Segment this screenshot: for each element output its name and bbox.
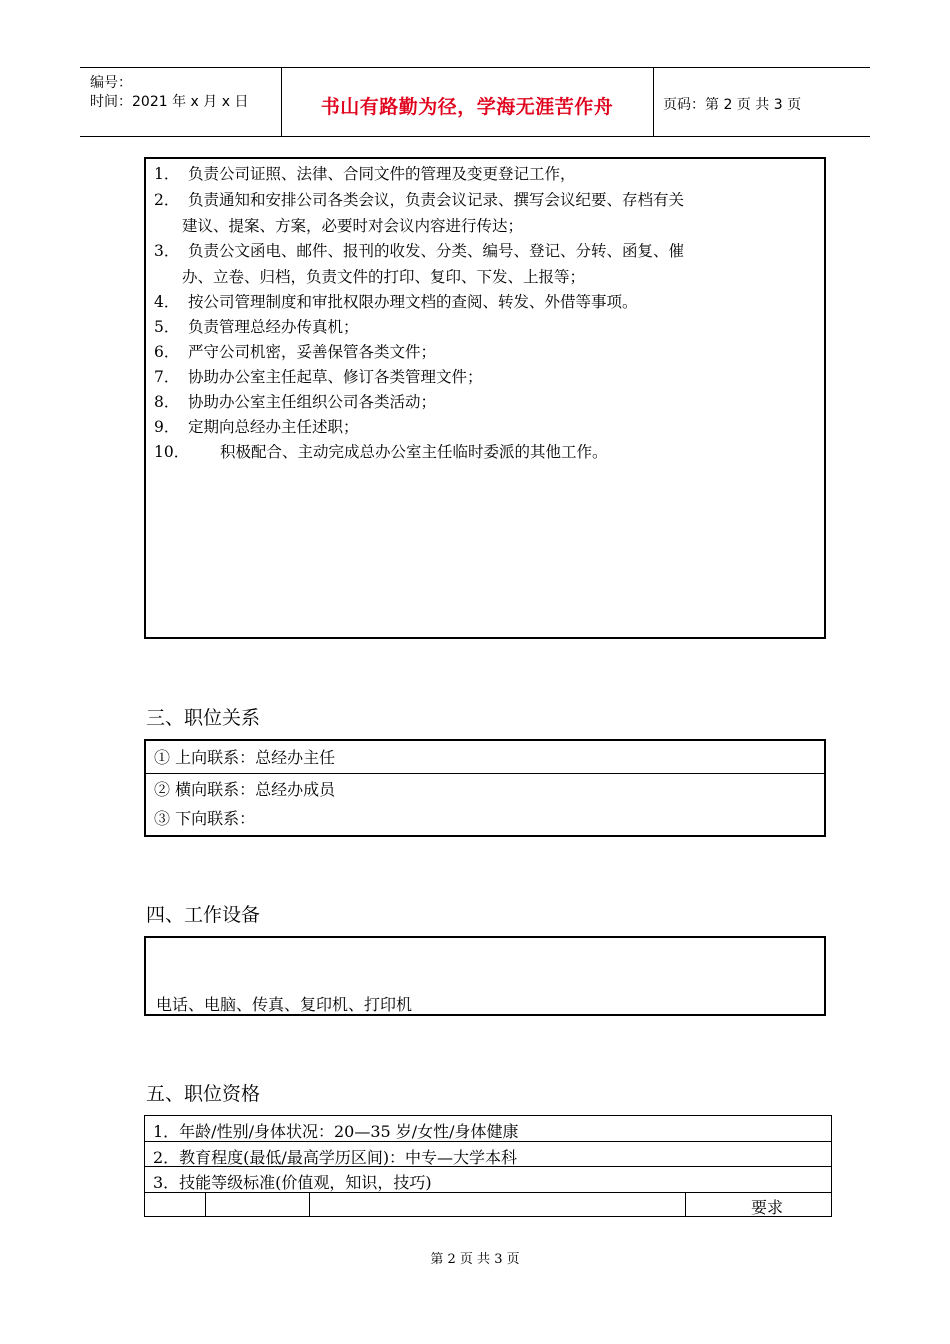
relation-row: ② 横向联系：总经办成员 xyxy=(154,780,336,799)
qualification-row xyxy=(144,1141,832,1167)
section-title-equipment: 四、工作设备 xyxy=(146,904,261,926)
header-page-cell xyxy=(654,68,870,136)
qualifications-table xyxy=(144,1115,832,1217)
equipment-box xyxy=(144,936,826,1016)
requirement-header: 要求 xyxy=(750,1198,783,1217)
qualification-text: 3．技能等级标准(价值观，知识，技巧) xyxy=(153,1173,432,1192)
equipment-text: 电话、电脑、传真、复印机、打印机 xyxy=(156,995,413,1014)
page-number-label: 页码：第 2 页 共 3 页 xyxy=(663,97,802,113)
qualification-header-row xyxy=(144,1192,832,1217)
cell-divider xyxy=(309,1193,310,1216)
time-label: 时间：2021 年 x 月 x 日 xyxy=(90,94,249,110)
section-title-relations: 三、职位关系 xyxy=(146,707,261,729)
divider xyxy=(146,773,824,774)
page-footer: 第 2 页 共 3 页 xyxy=(430,1252,520,1267)
duty-item: 4． 按公司管理制度和审批权限办理文档的查阅、转发、外借等事项。 xyxy=(154,293,638,311)
duty-item: 3． 负责公文函电、邮件、报刊的收发、分类、编号、登记、分转、函复、催 xyxy=(154,242,685,260)
qualification-row xyxy=(144,1115,832,1142)
duty-item: 7． 协助办公室主任起草、修订各类管理文件； xyxy=(154,368,483,386)
motto: 书山有路勤为径，学海无涯苦作舟 xyxy=(320,96,614,118)
cell-divider xyxy=(685,1193,686,1216)
duty-item: 8． 协助办公室主任组织公司各类活动； xyxy=(154,393,437,411)
qualification-row xyxy=(144,1166,832,1193)
number-label: 编号： xyxy=(90,75,132,91)
duty-item: 5． 负责管理总经办传真机； xyxy=(154,318,359,336)
relations-box xyxy=(144,739,826,837)
qualification-text: 2．教育程度(最低/最高学历区间)：中专—大学本科 xyxy=(153,1148,518,1167)
duty-item: 9． 定期向总经办主任述职； xyxy=(154,418,359,436)
duty-item: 6． 严守公司机密，妥善保管各类文件； xyxy=(154,343,437,361)
duty-item: 2． 负责通知和安排公司各类会议，负责会议记录、撰写会议纪要、存档有关 xyxy=(154,191,685,209)
duty-item: 10． 积极配合、主动完成总办公室主任临时委派的其他工作。 xyxy=(154,443,608,461)
header-meta-cell xyxy=(80,68,282,136)
cell-divider xyxy=(205,1193,206,1216)
duty-item: 1． 负责公司证照、法律、合同文件的管理及变更登记工作， xyxy=(154,165,576,183)
header-motto-cell xyxy=(281,68,654,136)
page-header xyxy=(80,67,870,137)
section-title-qualifications: 五、职位资格 xyxy=(146,1083,261,1105)
relation-row: ① 上向联系：总经办主任 xyxy=(154,748,336,767)
duty-item-continuation: 办、立卷、归档，负责文件的打印、复印、下发、上报等； xyxy=(182,268,586,286)
qualification-text: 1．年龄/性别/身体状况：20—35 岁/女性/身体健康 xyxy=(153,1122,519,1141)
duties-box xyxy=(144,157,826,639)
duty-item-continuation: 建议、提案、方案，必要时对会议内容进行传达； xyxy=(182,217,524,235)
relation-row: ③ 下向联系： xyxy=(154,809,256,828)
